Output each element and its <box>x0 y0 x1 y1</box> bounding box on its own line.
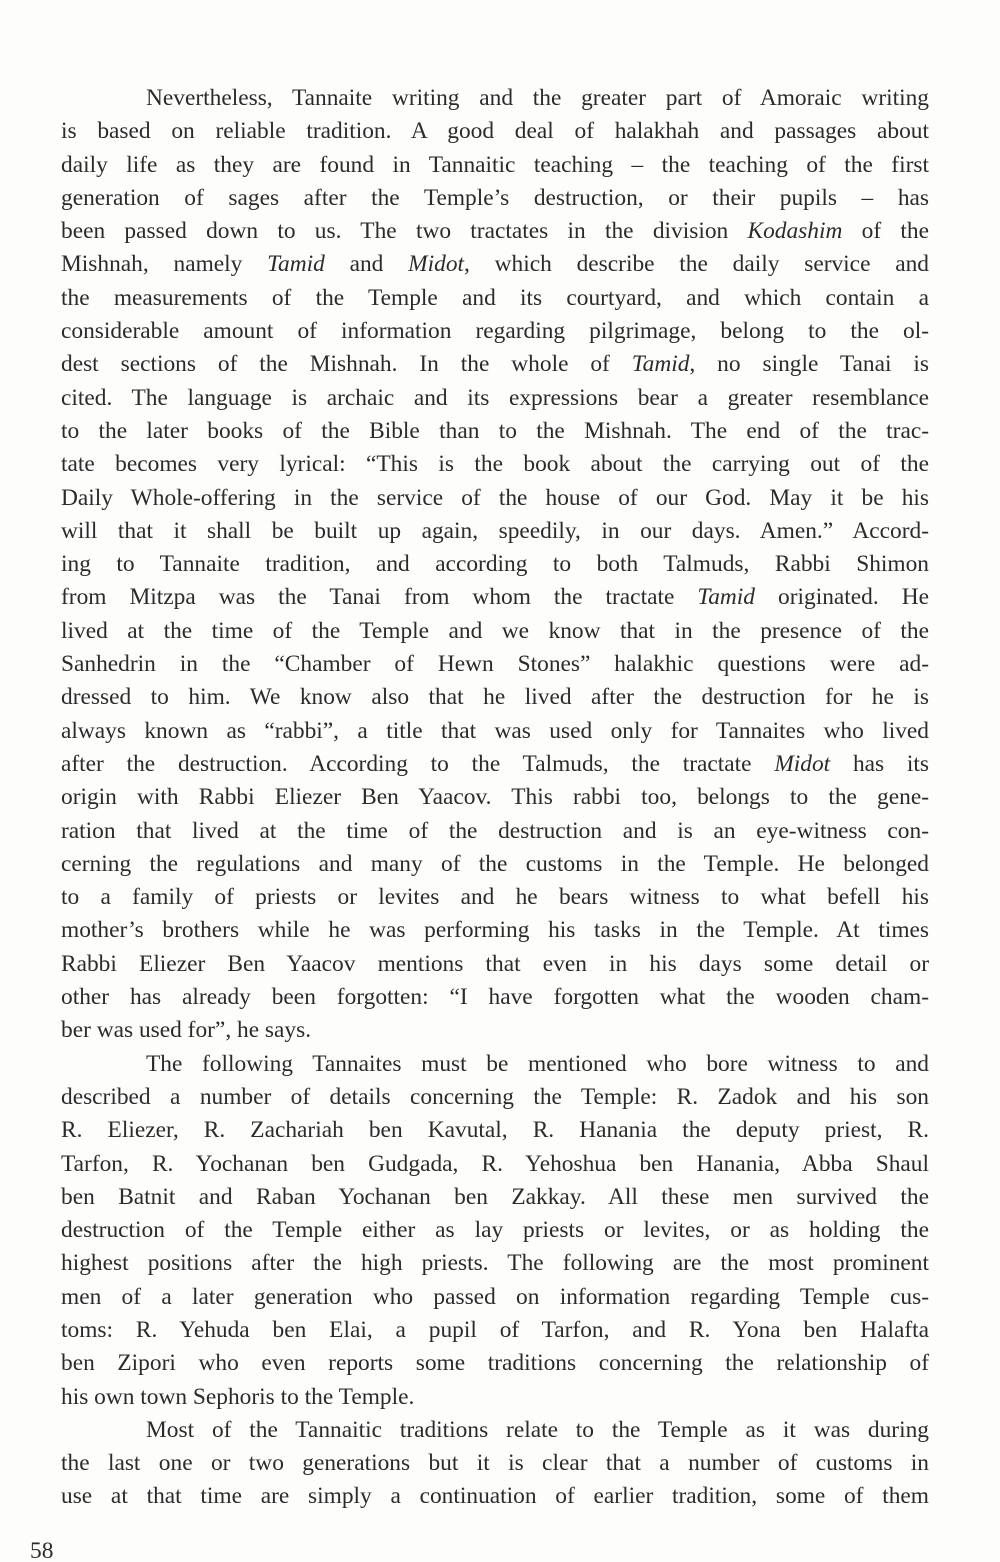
text-line: ber was used for”, he says. <box>61 1017 312 1044</box>
text-line: other has already been forgotten: “I have forgotten what the wooden cham- <box>61 984 929 1011</box>
text-line: the last one or two generations but it is clear that a number of customs in <box>61 1450 929 1477</box>
text-line: from Mitzpa was the Tanai from whom the tractate Tamid originated. He <box>61 584 930 611</box>
text-line: Nevertheless, Tannaite writing and the greater part of Amoraic writing <box>146 85 929 111</box>
paragraph <box>61 82 929 1048</box>
text-line: Mishnah, namely Tamid and Midot, which describe the daily service and <box>61 251 930 278</box>
italic-title: Midot <box>408 251 465 278</box>
text-line: cited. The language is archaic and its expressions bear a greater resemblance <box>61 384 929 411</box>
text-line: Rabbi Eliezer Ben Yaacov mentions that even in his days some detail or <box>61 950 929 977</box>
text-line: dressed to him. We know also that he lived after the destruction for he is <box>61 684 929 711</box>
page-number: 58 <box>30 1538 54 1562</box>
text-line: tate becomes very lyrical: “This is the book about the carrying out of the <box>61 451 929 478</box>
text-line: cerning the regulations and many of the customs in the Temple. He belonged <box>61 850 929 877</box>
italic-title: Tamid <box>267 251 325 278</box>
text-line: destruction of the Temple either as lay priests or levites, or as holding the <box>61 1217 929 1244</box>
text-line: Sanhedrin in the “Chamber of Hewn Stones” halakhic questions were ad- <box>61 651 929 678</box>
italic-title: Kodashim <box>747 218 843 245</box>
paragraph <box>61 1048 929 1414</box>
italic-title: Midot <box>774 750 831 777</box>
text-line: Daily Whole-offering in the service of the house of our God. May it be his <box>61 484 929 511</box>
text-line: mother’s brothers while he was performing his tasks in the Temple. At times <box>61 917 929 944</box>
italic-title: Tamid <box>631 351 690 378</box>
text-line: considerable amount of information regarding pilgrimage, belong to the ol- <box>61 318 929 345</box>
text-line: to the later books of the Bible than to the Mishnah. The end of the trac- <box>61 417 929 444</box>
text-line: men of a later generation who passed on information regarding Temple cus- <box>61 1283 929 1310</box>
text-line: origin with Rabbi Eliezer Ben Yaacov. This rabbi too, belongs to the gene- <box>61 784 929 811</box>
text-line: is based on reliable tradition. A good deal of halakhah and passages about <box>61 118 929 145</box>
text-line: Most of the Tannaitic traditions relate to the Temple as it was during <box>146 1416 929 1443</box>
paragraph <box>61 1414 929 1514</box>
body-text <box>61 82 929 1514</box>
text-line: ben Batnit and Raban Yochanan ben Zakkay. All these men survived the <box>61 1183 929 1210</box>
text-line: use at that time are simply a continuation of earlier tradition, some of them <box>61 1483 929 1510</box>
text-line: Tarfon, R. Yochanan ben Gudgada, R. Yehoshua ben Hanania, Abba Shaul <box>61 1150 929 1177</box>
text-line: toms: R. Yehuda ben Elai, a pupil of Tarfon, and R. Yona ben Halafta <box>61 1316 929 1343</box>
text-line: ration that lived at the time of the destruction and is an eye-witness con- <box>61 817 929 844</box>
text-line: to a family of priests or levites and he bears witness to what befell his <box>61 884 929 911</box>
text-line: the measurements of the Temple and its courtyard, and which contain a <box>61 284 929 311</box>
text-line: generation of sages after the Temple’s destruction, or their pupils – has <box>61 184 929 211</box>
text-line: lived at the time of the Temple and we know that in the presence of the <box>61 617 929 644</box>
text-line: dest sections of the Mishnah. In the whole of Tamid, no single Tanai is <box>61 351 929 378</box>
text-line: been passed down to us. The two tractates in the division Kodashim of the <box>61 218 929 245</box>
text-line: always known as “rabbi”, a title that was used only for Tannaites who lived <box>61 717 929 744</box>
text-line: ben Zipori who even reports some traditions concerning the relationship of <box>61 1350 929 1377</box>
text-line: ing to Tannaite tradition, and according to both Talmuds, Rabbi Shimon <box>61 551 929 578</box>
text-line: after the destruction. According to the Talmuds, the tractate Midot has its <box>61 750 929 777</box>
text-line: will that it shall be built up again, speedily, in our days. Amen.” Accord- <box>61 517 929 544</box>
text-line: described a number of details concerning the Temple: R. Zadok and his son <box>61 1083 929 1110</box>
text-line: R. Eliezer, R. Zachariah ben Kavutal, R. Hanania the deputy priest, R. <box>61 1117 929 1144</box>
text-line: daily life as they are found in Tannaitic teaching – the teaching of the first <box>61 151 929 178</box>
text-line: highest positions after the high priests. The following are the most prominent <box>61 1250 929 1277</box>
italic-title: Tamid <box>697 584 756 611</box>
text-line: his own town Sephoris to the Temple. <box>61 1383 415 1410</box>
text-line: The following Tannaites must be mentioned who bore witness to and <box>146 1050 929 1077</box>
